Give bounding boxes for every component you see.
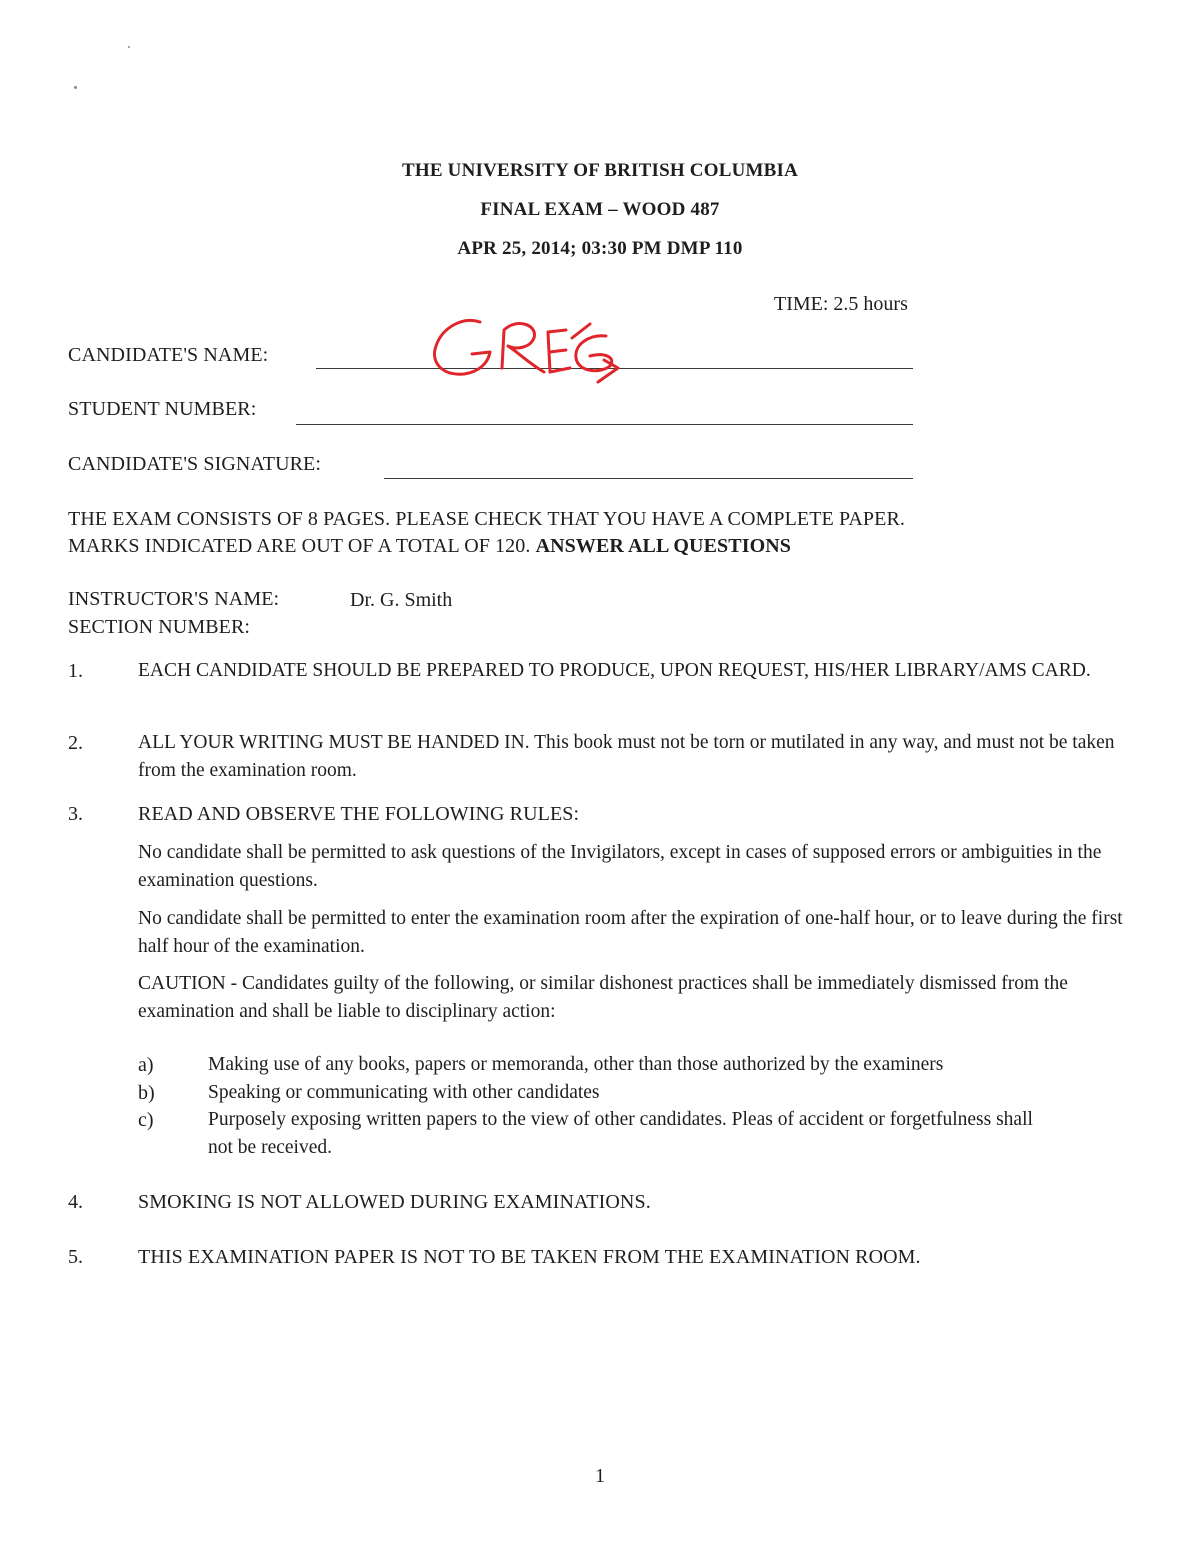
rule-number: 5. xyxy=(68,1246,83,1268)
sub-item-c-text: Purposely exposing written papers to the view of other candidates. Pleas of accident or forgetfulness shall not be received. xyxy=(208,1109,1033,1158)
answer-all-instruction: ANSWER ALL QUESTIONS xyxy=(535,535,791,557)
handwritten-name xyxy=(420,296,640,386)
instructor-name-label: INSTRUCTOR'S NAME: xyxy=(68,588,280,610)
marks-total-text: MARKS INDICATED ARE OUT OF A TOTAL OF 120. xyxy=(68,535,531,557)
scan-speck xyxy=(74,86,77,89)
exam-datetime: APR 25, 2014; 03:30 PM DMP 110 xyxy=(457,238,743,259)
rule-4-text: SMOKING IS NOT ALLOWED DURING EXAMINATIONS. xyxy=(138,1191,651,1213)
scan-speck xyxy=(128,46,130,48)
sub-item-b-text: Speaking or communicating with other candidates xyxy=(208,1082,600,1103)
page-number: 1 xyxy=(595,1465,605,1487)
rule-number: 3. xyxy=(68,803,83,825)
rule-2-body: This book must not be torn or mutilated in any way, and must not be taken from the examination room. xyxy=(138,732,1115,781)
rule-number: 4. xyxy=(68,1191,83,1213)
exam-title: FINAL EXAM – WOOD 487 xyxy=(480,199,720,220)
rule-3-para-invigilators: No candidate shall be permitted to ask questions of the Invigilators, except in cases of supposed errors or ambiguities in the examination questions. xyxy=(138,842,1102,891)
rule-2-caps: ALL YOUR WRITING MUST BE HANDED IN. xyxy=(138,732,530,753)
exam-notice-line-2 xyxy=(68,535,791,558)
candidate-signature-label: CANDIDATE'S SIGNATURE: xyxy=(68,453,322,475)
handwritten-name-text xyxy=(0,0,1,1)
rule-3-para-caution: CAUTION - Candidates guilty of the following, or similar dishonest practices shall be immediately dismissed from the examination and shall be liable to disciplinary action: xyxy=(138,973,1068,1022)
candidate-signature-line[interactable] xyxy=(384,478,913,479)
rule-1-text: EACH CANDIDATE SHOULD BE PREPARED TO PRODUCE, UPON REQUEST, HIS/HER LIBRARY/AMS CARD. xyxy=(138,660,1091,681)
rule-number: 1. xyxy=(68,660,83,682)
sub-item-letter: c) xyxy=(138,1109,154,1131)
exam-duration: TIME: 2.5 hours xyxy=(774,293,908,315)
student-number-label: STUDENT NUMBER: xyxy=(68,398,257,420)
rule-5-text: THIS EXAMINATION PAPER IS NOT TO BE TAKEN FROM THE EXAMINATION ROOM. xyxy=(138,1246,921,1268)
rule-number: 2. xyxy=(68,732,83,754)
sub-item-a-text: Making use of any books, papers or memoranda, other than those authorized by the examiners xyxy=(208,1054,944,1075)
sub-item-letter: a) xyxy=(138,1054,154,1076)
rule-3-para-entry: No candidate shall be permitted to enter the examination room after the expiration of one-half hour, or to leave during the first half hour of the examination. xyxy=(138,908,1123,957)
student-number-line[interactable] xyxy=(296,424,913,425)
sub-item-letter: b) xyxy=(138,1082,155,1104)
institution-heading: THE UNIVERSITY OF BRITISH COLUMBIA xyxy=(401,160,799,181)
rule-3-text: READ AND OBSERVE THE FOLLOWING RULES: xyxy=(138,803,580,825)
section-number-label: SECTION NUMBER: xyxy=(68,616,251,638)
candidate-name-label: CANDIDATE'S NAME: xyxy=(68,344,269,366)
instructor-name-value: Dr. G. Smith xyxy=(350,589,453,611)
rule-2-text xyxy=(138,729,1128,785)
exam-notice-line-1: THE EXAM CONSISTS OF 8 PAGES. PLEASE CHECK THAT YOU HAVE A COMPLETE PAPER. xyxy=(68,508,905,530)
